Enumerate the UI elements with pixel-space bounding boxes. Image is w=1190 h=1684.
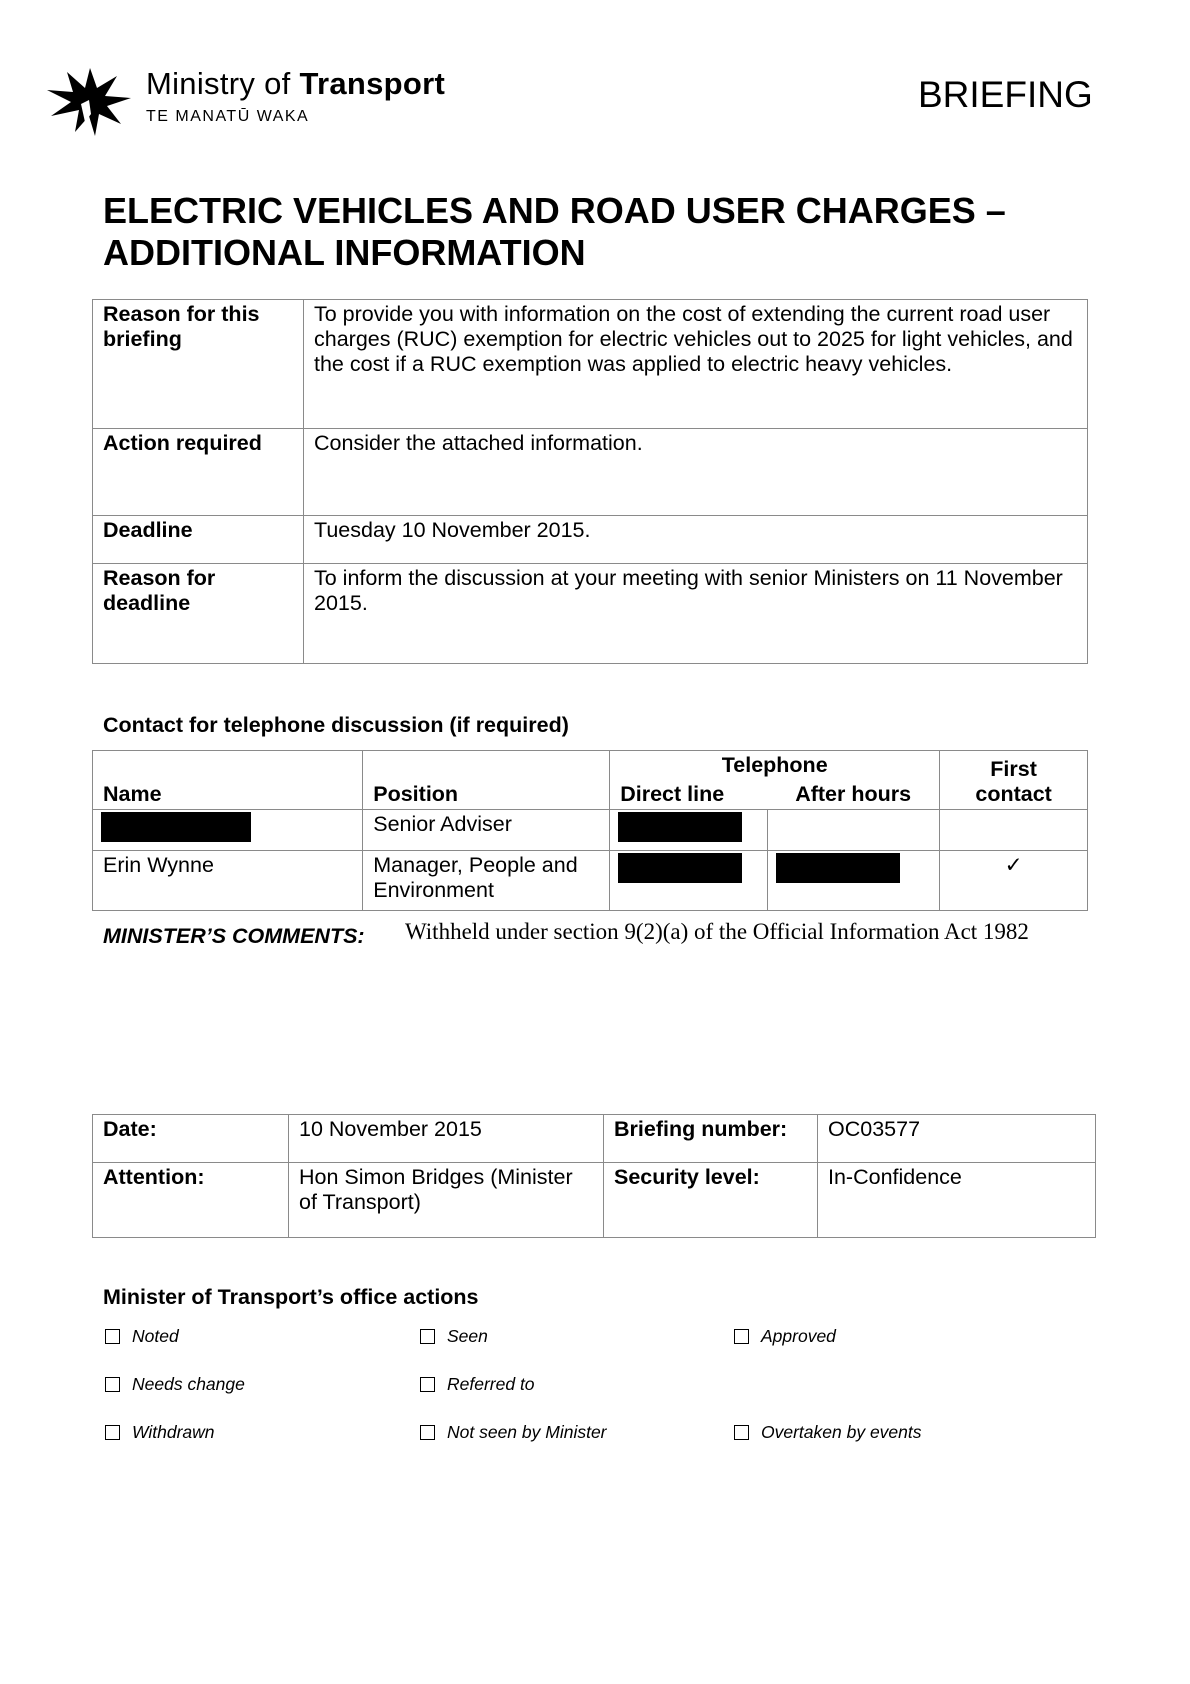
col-telephone: Telephone [610,751,940,781]
ministry-logo-icon [45,66,135,138]
checkbox-icon [420,1329,435,1344]
checkbox-icon [105,1329,120,1344]
col-after-hours: After hours [767,780,940,810]
checkbox-icon [105,1425,120,1440]
redaction [618,853,742,883]
logo-subtitle: TE MANATŪ WAKA [146,108,310,125]
summary-value: Tuesday 10 November 2015. [304,516,1088,564]
date-value: 10 November 2015 [289,1115,604,1163]
minister-comments-label: MINISTER’S COMMENTS: [103,924,365,948]
page-title: ELECTRIC VEHICLES AND ROAD USER CHARGES – ADDITIONAL INFORMATION [103,190,1006,273]
checkbox-noted[interactable] [105,1326,179,1347]
table-row [93,851,1088,911]
redaction [776,853,900,883]
checkbox-icon [734,1425,749,1440]
checkbox-icon [734,1329,749,1344]
contacts-heading: Contact for telephone discussion (if required) [103,713,569,737]
checkbox-seen[interactable] [420,1326,488,1347]
security-level-label: Security level: [604,1163,818,1238]
briefing-number-label: Briefing number: [604,1115,818,1163]
checkbox-label: Overtaken by events [761,1422,922,1442]
summary-value: Consider the attached information. [304,429,1088,516]
checkbox-label: Withdrawn [132,1422,215,1442]
checkbox-label: Seen [447,1326,488,1346]
office-actions-heading: Minister of Transport’s office actions [103,1285,479,1309]
table-row [93,810,1088,851]
checkbox-icon [420,1425,435,1440]
redaction [101,812,251,842]
security-level-value: In-Confidence [818,1163,1096,1238]
summary-value: To inform the discussion at your meeting with senior Ministers on 11 November 2015. [304,564,1088,664]
checkbox-needs-change[interactable] [105,1374,245,1395]
col-first-contact: First contact [940,751,1088,810]
checkbox-label: Needs change [132,1374,245,1394]
col-position: Position [363,751,610,810]
position-cell: Manager, People and Environment [363,851,610,911]
checkbox-label: Approved [761,1326,836,1346]
col-name: Name [93,751,363,810]
doc-type: BRIEFING [918,74,1093,115]
summary-label: Deadline [93,516,304,564]
position-cell: Senior Adviser [363,810,610,851]
first-contact-cell: ✓ [940,851,1088,911]
minister-comments-text: Withheld under section 9(2)(a) of the Official Information Act 1982 [405,919,1029,944]
checkbox-overtaken[interactable] [734,1422,922,1443]
checkbox-referred-to[interactable] [420,1374,535,1395]
summary-label: Action required [93,429,304,516]
date-label: Date: [93,1115,289,1163]
attention-label: Attention: [93,1163,289,1238]
meta-table [92,1114,1096,1238]
summary-label: Reason for this briefing [93,300,304,429]
redaction [618,812,742,842]
first-contact-cell [940,810,1088,851]
checkbox-withdrawn[interactable] [105,1422,215,1443]
contacts-table [92,750,1088,911]
logo-wordmark: Ministry of Transport [146,66,446,101]
summary-label: Reason for deadline [93,564,304,664]
checkbox-label: Noted [132,1326,179,1346]
attention-value: Hon Simon Bridges (Minister of Transport) [289,1163,604,1238]
name-cell: Erin Wynne [93,851,363,911]
briefing-number-value: OC03577 [818,1115,1096,1163]
summary-value: To provide you with information on the cost of extending the current road user charges (RUC) exemption for electric vehicles out to 2025 for light vehicles, and the cost if a RUC exemption was applied to electric heavy vehicles. [304,300,1088,429]
checkbox-label: Not seen by Minister [447,1422,607,1442]
summary-table [92,299,1088,664]
checkbox-label: Referred to [447,1374,535,1394]
checkbox-not-seen[interactable] [420,1422,607,1443]
checkbox-approved[interactable] [734,1326,836,1347]
checkbox-icon [105,1377,120,1392]
col-direct-line: Direct line [610,780,767,810]
checkbox-icon [420,1377,435,1392]
